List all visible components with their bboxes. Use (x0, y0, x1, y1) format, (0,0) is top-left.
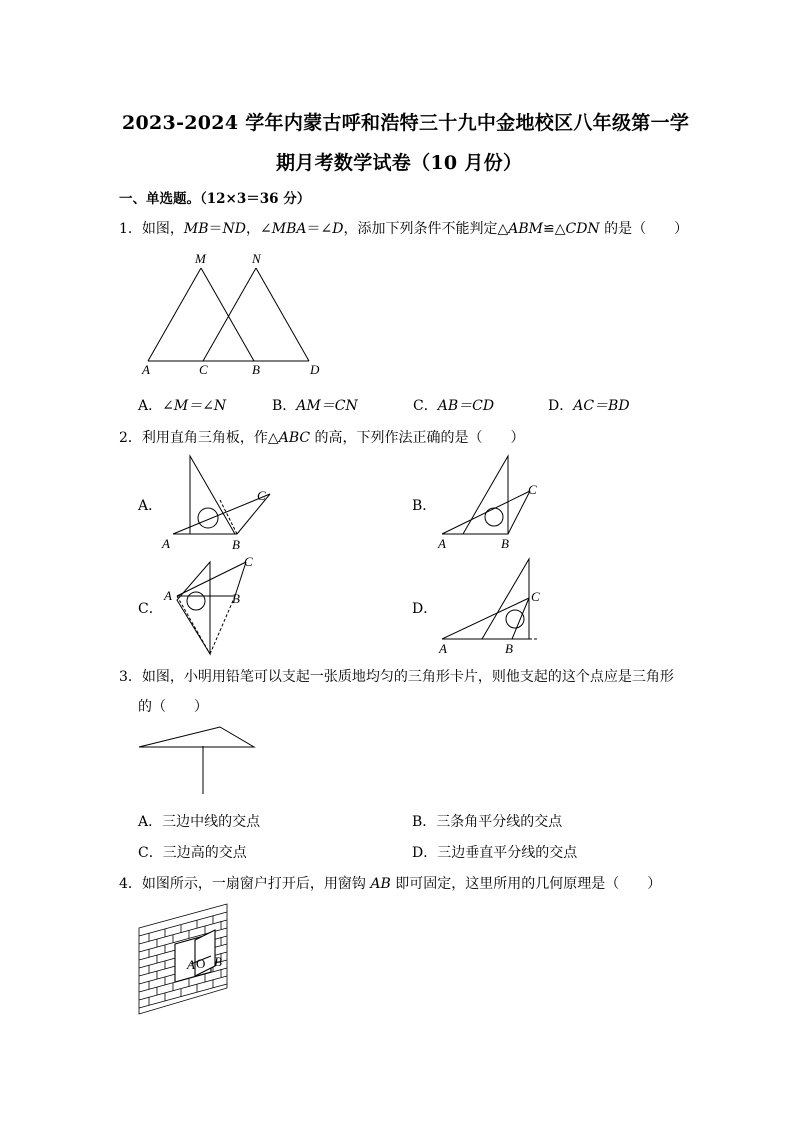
set-square (482, 559, 529, 639)
label-c: C (531, 589, 540, 604)
segment-am (148, 268, 201, 361)
label-a: A (438, 536, 446, 551)
label-b: B (505, 641, 513, 656)
option-letter: B． (272, 398, 297, 414)
q1-text: 如图， (141, 221, 184, 237)
q2-text: 的高，下列作法正确的是（ ） (310, 430, 525, 446)
q1-angle-mba: MBA (271, 221, 307, 237)
segment-cn (203, 268, 256, 361)
question-4-number: 4． (119, 876, 142, 892)
label-b: B (501, 536, 509, 551)
q2-option-c[interactable]: C． (138, 601, 163, 617)
q1-segment-mb: MB (183, 221, 209, 237)
q1-option-b[interactable] (272, 395, 358, 415)
q2-triangle-abc: ABC (278, 430, 311, 446)
q3-figure-card-pencil (135, 720, 265, 800)
question-3-number: 3． (119, 669, 142, 685)
q1-text: ，∠ (246, 221, 272, 237)
q2-figure-c (160, 552, 270, 662)
q2-figure-a (160, 450, 280, 555)
label-a: A (164, 588, 172, 603)
label-b: B (252, 362, 260, 377)
q4-figure-window (135, 900, 235, 1020)
question-4-stem (119, 873, 661, 893)
question-2-stem (119, 427, 525, 447)
triangle-card (139, 727, 254, 747)
label-c: C (244, 554, 253, 569)
page-title-line-2: 期月考数学试卷（10 月份） (276, 152, 523, 174)
q3-option-c[interactable]: C．三边高的交点 (138, 845, 247, 861)
dashed-line-left (177, 596, 210, 654)
q3-option-a[interactable]: A．三边中线的交点 (138, 814, 261, 830)
height-dashed (220, 500, 237, 534)
set-square-hole (506, 610, 524, 628)
option-text: AM＝CN (296, 398, 358, 414)
side-cb (512, 598, 529, 639)
label-a: A (162, 536, 170, 551)
q2-option-d[interactable]: D． (412, 601, 438, 617)
label-n: N (252, 251, 261, 266)
section-heading: 一、单选题。（12×3＝36 分） (119, 191, 311, 207)
set-square-hole (198, 508, 218, 528)
side-ac (442, 491, 530, 534)
label-m: M (195, 251, 206, 266)
q2-text: 利用直角三角板，作△ (141, 430, 279, 446)
label-o: O (196, 956, 206, 971)
question-2-number: 2． (119, 430, 142, 446)
set-square (190, 456, 235, 534)
q2-option-a[interactable]: A． (138, 498, 163, 514)
label-c: C (199, 362, 208, 377)
q3-option-b[interactable]: B．三条角平分线的交点 (412, 814, 563, 830)
set-square-hole (187, 592, 205, 610)
side-cb (508, 491, 530, 534)
q1-text: ＝∠ (306, 221, 333, 237)
segment-nd (256, 268, 309, 361)
label-c: C (528, 482, 537, 497)
q1-text: 的是（ ） (599, 221, 689, 237)
q1-text: ＝ (208, 221, 223, 237)
question-3-stem-line-1 (119, 666, 674, 686)
q4-segment-ab: AB (370, 876, 391, 892)
q2-figure-d (435, 555, 555, 660)
q1-segment-nd: ND (222, 221, 247, 237)
label-d: D (310, 362, 320, 377)
option-letter: A． (138, 398, 163, 414)
label-a: A (187, 957, 195, 972)
label-c: C (257, 488, 266, 503)
set-square-hole (485, 508, 503, 526)
q1-angle-d: D (332, 221, 344, 237)
question-1-number: 1． (119, 221, 142, 237)
q1-option-d[interactable] (548, 395, 630, 415)
option-text: AC＝BD (573, 398, 630, 414)
label-b: B (232, 591, 240, 606)
question-1-stem (119, 218, 688, 238)
q1-text: ，添加下列条件不能判定△ (343, 221, 509, 237)
question-3-stem-line-2: 的（ ） (138, 699, 208, 715)
q1-figure-triangles (140, 250, 340, 380)
option-text: AB＝CD (437, 398, 495, 414)
q2-option-b[interactable]: B． (412, 498, 437, 514)
label-b: B (214, 954, 222, 969)
label-a: A (439, 641, 447, 656)
q1-triangle-abm: ABM (508, 221, 543, 237)
set-square (177, 562, 210, 654)
q2-figure-b (435, 450, 555, 555)
q4-text: 如图所示，一扇窗户打开后，用窗钩 (141, 876, 371, 892)
q1-option-c[interactable] (413, 395, 494, 415)
side-ac (173, 494, 270, 534)
q4-text: 即可固定，这里所用的几何原理是（ ） (390, 876, 662, 892)
page-title-line-1: 2023-2024 学年内蒙古呼和浩特三十九中金地校区八年级第一学 (122, 112, 690, 134)
option-letter: C． (413, 398, 438, 414)
q1-triangle-cdn: CDN (565, 221, 600, 237)
q3-text: 如图，小明用铅笔可以支起一张质地均匀的三角形卡片，则他支起的这个点应是三角形 (141, 669, 674, 685)
q1-text: ≌△ (542, 221, 566, 237)
label-b: B (232, 537, 240, 552)
segment-mb (201, 268, 254, 361)
label-a: A (142, 362, 150, 377)
option-text: ∠M＝∠N (162, 398, 227, 414)
q3-option-d[interactable]: D．三边垂直平分线的交点 (412, 845, 578, 861)
q1-option-a[interactable] (138, 395, 226, 415)
option-letter: D． (548, 398, 574, 414)
